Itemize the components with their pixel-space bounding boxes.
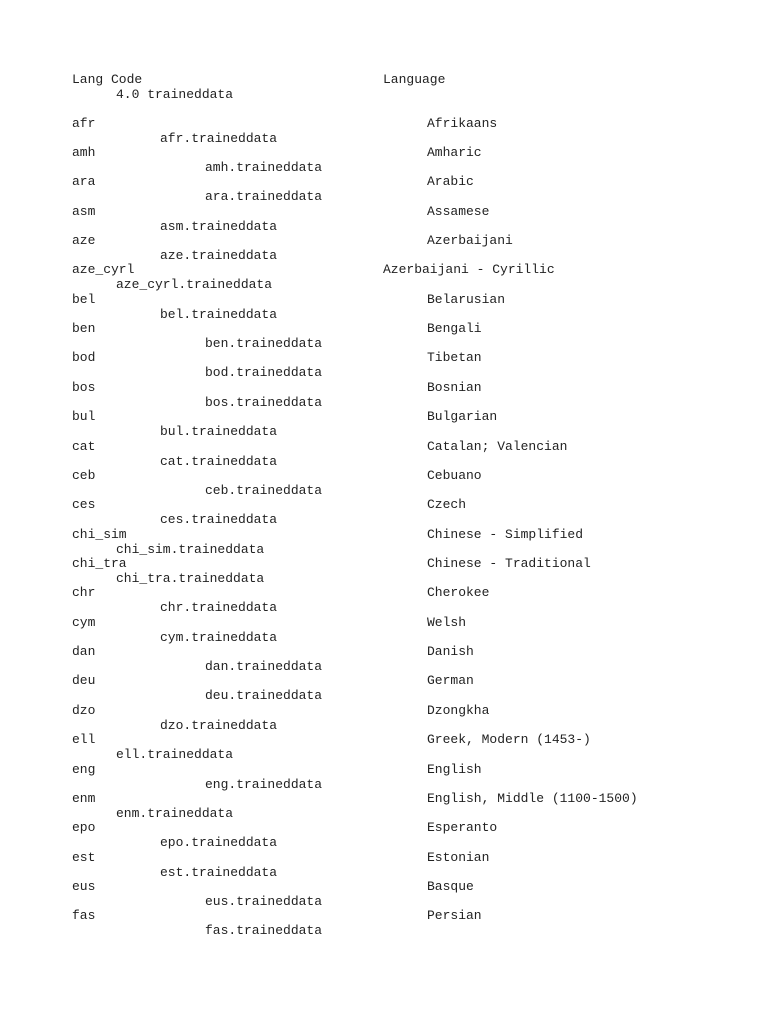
traineddata-file: bos.traineddata — [205, 395, 323, 410]
lang-code: ell — [72, 732, 96, 747]
lang-code: ces — [72, 497, 96, 512]
traineddata-file: ell.traineddata — [116, 747, 234, 762]
lang-code: bul — [72, 409, 96, 424]
header-code-label: Lang Code — [72, 72, 143, 87]
language-name: Basque — [427, 879, 474, 894]
lang-code: eus — [72, 879, 96, 894]
lang-code: chi_sim — [72, 527, 127, 542]
lang-code: ara — [72, 174, 96, 189]
traineddata-file: enm.traineddata — [116, 806, 234, 821]
lang-code: aze_cyrl — [72, 262, 135, 277]
language-name: German — [427, 673, 474, 688]
lang-code: dzo — [72, 703, 96, 718]
language-name: Catalan; Valencian — [427, 439, 568, 454]
lang-code: afr — [72, 116, 96, 131]
language-name: Greek, Modern (1453-) — [427, 732, 591, 747]
language-name: English, Middle (1100-1500) — [427, 791, 638, 806]
traineddata-file: bul.traineddata — [160, 424, 278, 439]
lang-code: asm — [72, 204, 96, 219]
traineddata-file: chr.traineddata — [160, 600, 278, 615]
language-name: Amharic — [427, 145, 482, 160]
language-name: Estonian — [427, 850, 490, 865]
language-name: English — [427, 762, 482, 777]
traineddata-file: aze.traineddata — [160, 248, 278, 263]
traineddata-file: chi_sim.traineddata — [116, 542, 265, 557]
traineddata-file: amh.traineddata — [205, 160, 323, 175]
lang-code: fas — [72, 908, 96, 923]
lang-code: bod — [72, 350, 96, 365]
lang-code: dan — [72, 644, 96, 659]
traineddata-file: afr.traineddata — [160, 131, 278, 146]
traineddata-file: dzo.traineddata — [160, 718, 278, 733]
lang-code: ceb — [72, 468, 96, 483]
language-name: Danish — [427, 644, 474, 659]
language-name: Bosnian — [427, 380, 482, 395]
traineddata-file: ben.traineddata — [205, 336, 323, 351]
language-name: Czech — [427, 497, 467, 512]
traineddata-file: ceb.traineddata — [205, 483, 323, 498]
lang-code: cym — [72, 615, 96, 630]
lang-code: amh — [72, 145, 96, 160]
language-name: Afrikaans — [427, 116, 498, 131]
traineddata-file: bel.traineddata — [160, 307, 278, 322]
language-name: Welsh — [427, 615, 467, 630]
traineddata-file: est.traineddata — [160, 865, 278, 880]
language-name: Chinese - Simplified — [427, 527, 584, 542]
header-language-label: Language — [383, 72, 446, 87]
traineddata-file: ces.traineddata — [160, 512, 278, 527]
lang-code: epo — [72, 820, 96, 835]
lang-code: cat — [72, 439, 96, 454]
lang-code: est — [72, 850, 96, 865]
traineddata-file: cym.traineddata — [160, 630, 278, 645]
traineddata-file: bod.traineddata — [205, 365, 323, 380]
lang-code: deu — [72, 673, 96, 688]
traineddata-file: epo.traineddata — [160, 835, 278, 850]
language-name: Cherokee — [427, 585, 490, 600]
traineddata-file: eng.traineddata — [205, 777, 323, 792]
language-name: Persian — [427, 908, 482, 923]
language-name: Bengali — [427, 321, 482, 336]
language-name: Bulgarian — [427, 409, 498, 424]
traineddata-file: ara.traineddata — [205, 189, 323, 204]
lang-code: bel — [72, 292, 96, 307]
header-file-label: 4.0 traineddata — [116, 87, 234, 102]
traineddata-file: deu.traineddata — [205, 688, 323, 703]
lang-code: chi_tra — [72, 556, 127, 571]
traineddata-file: chi_tra.traineddata — [116, 571, 265, 586]
traineddata-file: asm.traineddata — [160, 219, 278, 234]
language-name: Esperanto — [427, 820, 498, 835]
language-name: Azerbaijani — [427, 233, 513, 248]
traineddata-file: cat.traineddata — [160, 454, 278, 469]
traineddata-file: dan.traineddata — [205, 659, 323, 674]
language-name: Tibetan — [427, 350, 482, 365]
lang-code: eng — [72, 762, 96, 777]
language-name: Assamese — [427, 204, 490, 219]
language-name: Dzongkha — [427, 703, 490, 718]
lang-code: bos — [72, 380, 96, 395]
language-name: Azerbaijani - Cyrillic — [383, 262, 555, 277]
lang-code: enm — [72, 791, 96, 806]
lang-code: ben — [72, 321, 96, 336]
lang-code: aze — [72, 233, 96, 248]
traineddata-file: aze_cyrl.traineddata — [116, 277, 273, 292]
lang-code: chr — [72, 585, 96, 600]
traineddata-file: fas.traineddata — [205, 923, 323, 938]
language-name: Chinese - Traditional — [427, 556, 591, 571]
traineddata-file: eus.traineddata — [205, 894, 323, 909]
language-name: Cebuano — [427, 468, 482, 483]
language-name: Arabic — [427, 174, 474, 189]
language-name: Belarusian — [427, 292, 506, 307]
